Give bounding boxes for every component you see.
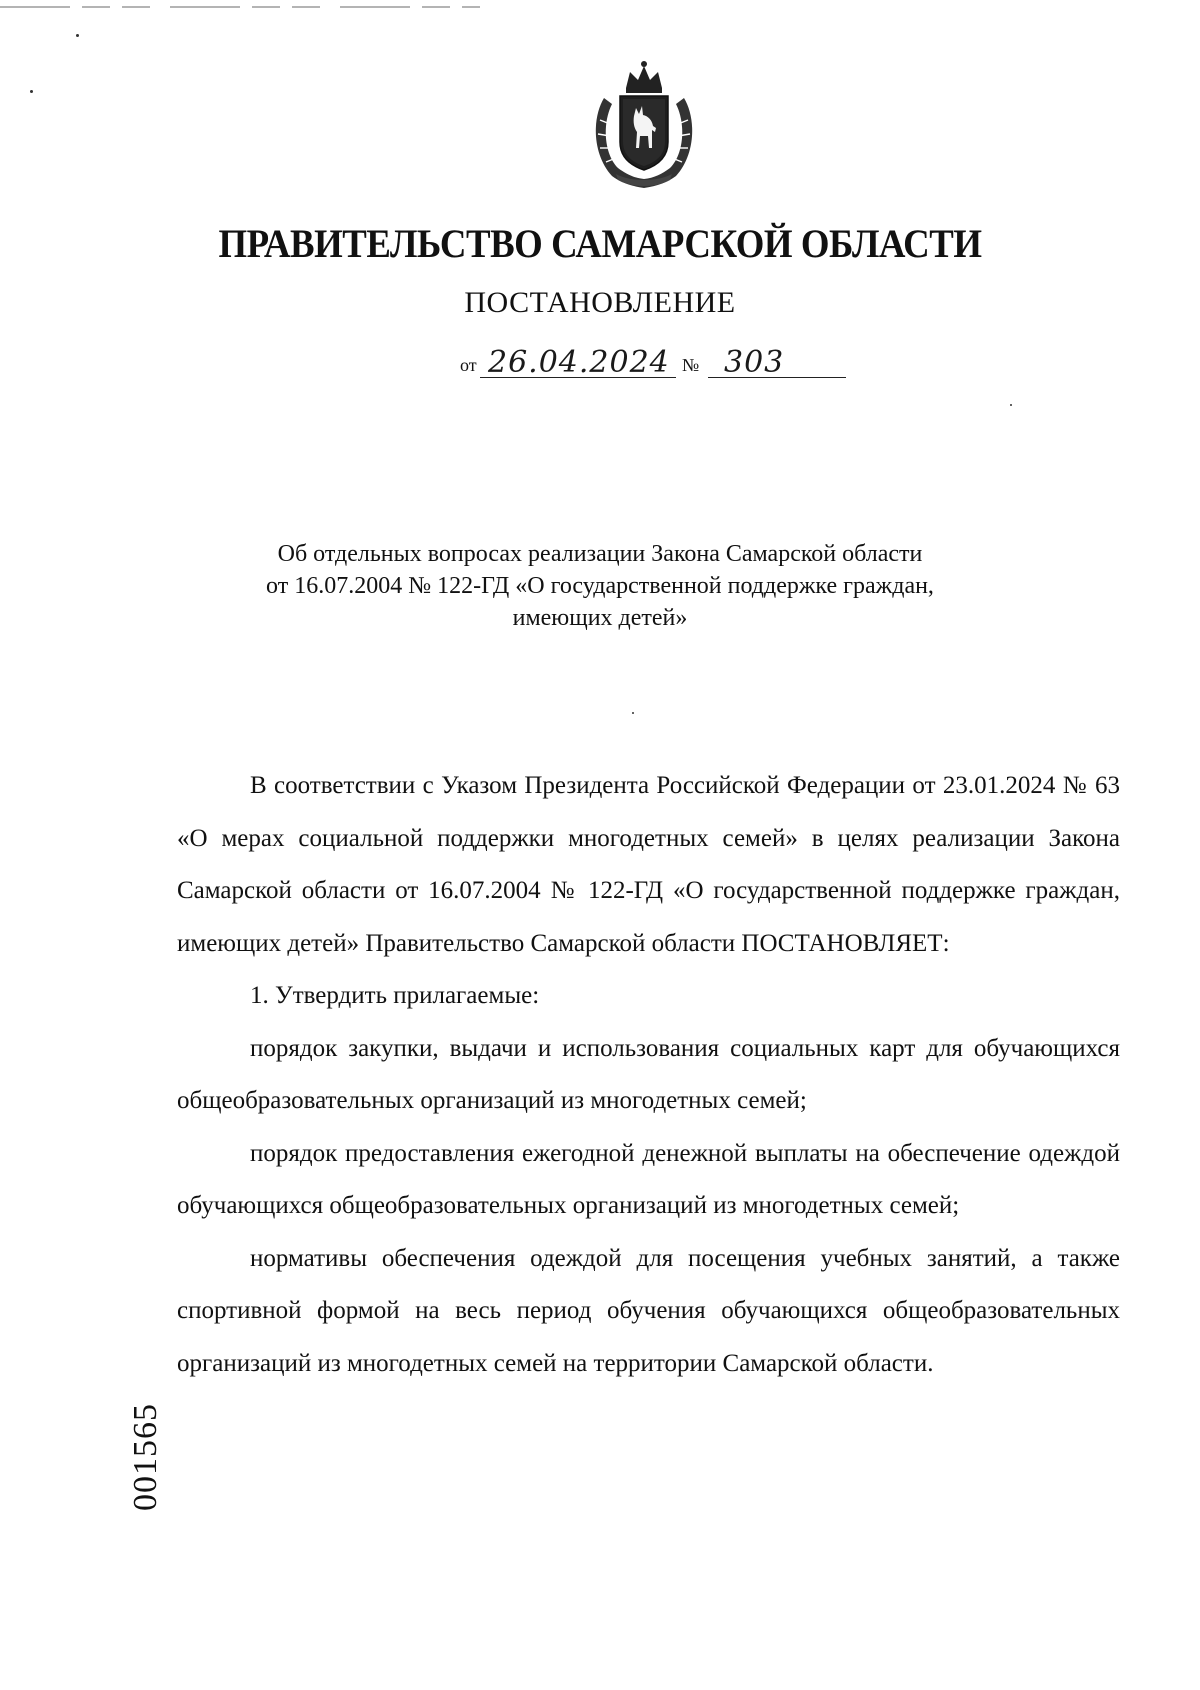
document-body (177, 760, 1120, 1390)
document-subject (150, 538, 1050, 634)
body-paragraph-payment-order: порядок предоставления ежегодной денежной выплаты на обеспечение одеждой обучающихся общеобразовательных организаций из многодетных семей; (177, 1139, 1120, 1219)
government-title: ПРАВИТЕЛЬСТВО САМАРСКОЙ ОБЛАСТИ (218, 221, 982, 266)
vertical-document-code: 001565 (127, 1403, 164, 1511)
document-type: ПОСТАНОВЛЕНИЕ (464, 286, 736, 319)
date-label: от (460, 355, 477, 375)
subject-line: от 16.07.2004 № 122-ГД «О государственной поддержке граждан, (266, 573, 934, 599)
body-paragraph-preamble: В соответствии с Указом Президента Российской Федерации от 23.01.2024 № 63 «О мерах социальной поддержки многодетных семей» в целях реализации Закона Самарской области от 16.07.2004 № 122-ГД «О государственной поддержке граждан, имеющих детей» Правительство Самарской области ПОСТАНОВЛЯЕТ: (177, 772, 1120, 957)
subject-line: имеющих детей» (512, 605, 688, 631)
samara-coat-of-arms-icon (586, 58, 702, 190)
scan-artifact-dot (76, 34, 79, 37)
handwritten-date: 26.04.2024 (488, 345, 670, 380)
handwritten-number: 303 (724, 345, 785, 380)
scan-artifact-dot (1010, 404, 1012, 406)
scan-artifact-dot (30, 90, 33, 93)
body-paragraph-cards-order: порядок закупки, выдачи и использования социальных карт для обучающихся общеобразовательных организаций из многодетных семей; (177, 1034, 1120, 1114)
date-number-line (460, 338, 860, 384)
body-paragraph-item-1: 1. Утвердить прилагаемые: (250, 982, 540, 1009)
scan-artifact-dashes (0, 6, 480, 8)
number-label: № (682, 355, 700, 375)
scan-artifact-dot (632, 712, 634, 714)
subject-line: Об отдельных вопросах реализации Закона Самарской области (277, 541, 923, 567)
body-paragraph-clothing-norms: нормативы обеспечения одеждой для посещения учебных занятий, а также спортивной формой на весь период обучения обучающихся общеобразовательных организаций из многодетных семей на территории Самарской области. (177, 1244, 1120, 1377)
